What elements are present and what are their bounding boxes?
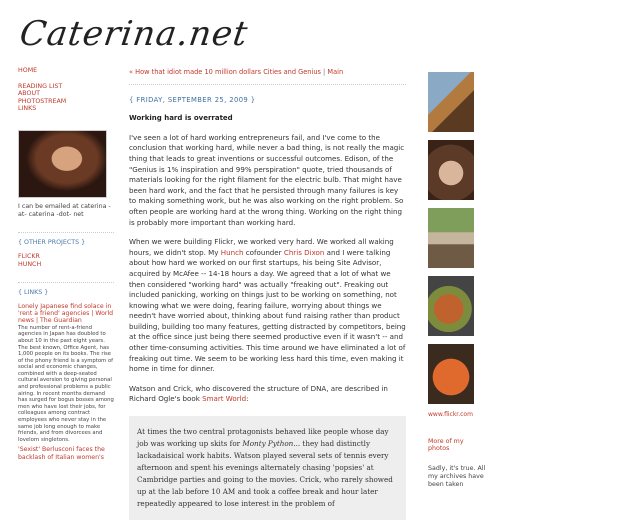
news-link-2[interactable]: 'Sexist' Berlusconi faces the backlash of Italian women's xyxy=(18,446,105,461)
more-photos-link[interactable]: More of my photos xyxy=(428,438,464,452)
hunch-link[interactable]: Hunch xyxy=(220,247,244,257)
post-main xyxy=(129,67,406,520)
cities-and-genius-link[interactable]: Cities and Genius xyxy=(263,68,321,76)
nav-home[interactable]: HOME xyxy=(18,67,38,74)
quote-emphasis: Monty Python xyxy=(242,439,294,449)
photo-sidebar xyxy=(428,72,486,489)
project-flickr-link[interactable]: FLICKR xyxy=(18,252,40,260)
paragraph-2-text-c: and I were talking about how hard we worked on our first startups, his being Site Advisor, acquired by McAfee -- 14-18 hours a day. We agreed that a lot of what we then considered "working hard" was actually "freaking out". Freaking out included panicking, working on things just to be working on something, not knowing what we were doing, fearing failure, worrying about things we needn't have worried about, thinking about fund raising rather than product building, building too many features, getting distracted by competitors, being at the office since just being there seemed productive even if it wasn't -- and other time-consuming activities. This time around we have eliminated a lot of freaking out time. We seem to be working less hard this time, even making it home in time for dinner. xyxy=(129,247,406,374)
email-text: I can be emailed at caterina -at- caterina -dot- net xyxy=(18,202,111,218)
paragraph-3-text-b: : xyxy=(246,394,249,404)
nav-reading-list[interactable]: READING LIST xyxy=(18,82,63,90)
other-projects-heading: { OTHER PROJECTS } xyxy=(18,232,114,247)
news-body-1: The number of rent-a-friend agencies in Japan has doubled to about 10 in the past eight years. The best known, Office Agent, has 1,000 people on its books. The rise of the phony friend is a symptom of social and economic changes, combined with a deep-seated cultural aversion to giving personal and professional problems a public airing. In recent months demand has surged for bogus bosses among men who have lost their jobs, for colleagues among contract employees who never stay in the same job long enough to make friends, and from divorcees and lovelorn singletons. xyxy=(18,324,114,443)
nav-photostream[interactable]: PHOTOSTREAM xyxy=(18,97,67,105)
chris-dixon-link[interactable]: Chris Dixon xyxy=(283,247,325,257)
nav-separator: | xyxy=(323,68,326,76)
site-logo[interactable]: Caterina.net xyxy=(17,14,251,54)
news-link-1[interactable]: Lonely Japanese find solace in 'rent a friend' agencies | World news | The Guardian xyxy=(18,302,114,325)
sidebar-nav xyxy=(18,67,114,113)
project-hunch-link[interactable]: HUNCH xyxy=(18,260,42,268)
quote-text-b: ... they had distinctly lackadaisical work habits. Watson played several sets of tennis every afternoon and spent his evenings alternately chasing 'popsies' at Cambridge parties and going to the movies. Crick, who rarely showed up at the lab before 10 AM and took a coffee break and hour later repeatedly appeared to lose interest in the problem of xyxy=(137,439,393,509)
paragraph-2-text-a: When we were building Flickr, we worked very hard. We worked all waking hours, we didn't stop. My xyxy=(129,237,394,257)
main-link[interactable]: Main xyxy=(327,68,344,76)
smart-world-link[interactable]: Smart World xyxy=(202,394,247,404)
paragraph-2 xyxy=(129,237,406,375)
post-navigation xyxy=(129,67,406,85)
flickr-photo-1[interactable] xyxy=(428,72,474,132)
paragraph-2-text-b: cofounder xyxy=(243,247,284,257)
nav-about[interactable]: ABOUT xyxy=(18,90,40,97)
flickr-photo-4[interactable] xyxy=(428,276,474,336)
flickr-photo-3[interactable] xyxy=(428,208,474,268)
links-heading: { LINKS } xyxy=(18,282,114,297)
post-title: Working hard is overrated xyxy=(129,114,233,123)
paragraph-3-text-a: Watson and Crick, who discovered the structure of DNA, are described in Richard Ogle's book xyxy=(129,383,388,404)
archives-note: Sadly, it's true. All my archives have been taken xyxy=(428,465,486,488)
nav-links[interactable]: LINKS xyxy=(18,105,37,112)
prev-post-link[interactable]: « How that idiot made 10 million dollars xyxy=(129,68,262,76)
quote-text-a: At times the two central protagonists behaved like people whose day job was working up skits for xyxy=(137,427,389,449)
flickr-link[interactable]: www.flickr.com xyxy=(428,411,473,418)
avatar xyxy=(18,130,107,198)
post-date: { FRIDAY, SEPTEMBER 25, 2009 } xyxy=(129,95,256,104)
blockquote xyxy=(129,416,406,520)
flickr-photo-2[interactable] xyxy=(428,140,474,200)
flickr-photo-5[interactable] xyxy=(428,344,474,404)
paragraph-3 xyxy=(129,384,406,405)
paragraph-1: I've seen a lot of hard working entrepreneurs fail, and I've come to the conclusion that working hard, while never a bad thing, is not really the magic thing that leads to great inventions or successful outcomes. Edison, of the "Genius is 1% inspiration and 99% perspiration" quote, tried thousands of materials looking for the right filament for the electric bulb. That might have been hard work, and the fact that he persisted through many failures is key to making something work, but he was also working on the right problem. So often people are working hard at the wrong thing. Working on the right thing is probably more important than working hard. xyxy=(129,132,405,227)
left-sidebar xyxy=(18,67,114,461)
